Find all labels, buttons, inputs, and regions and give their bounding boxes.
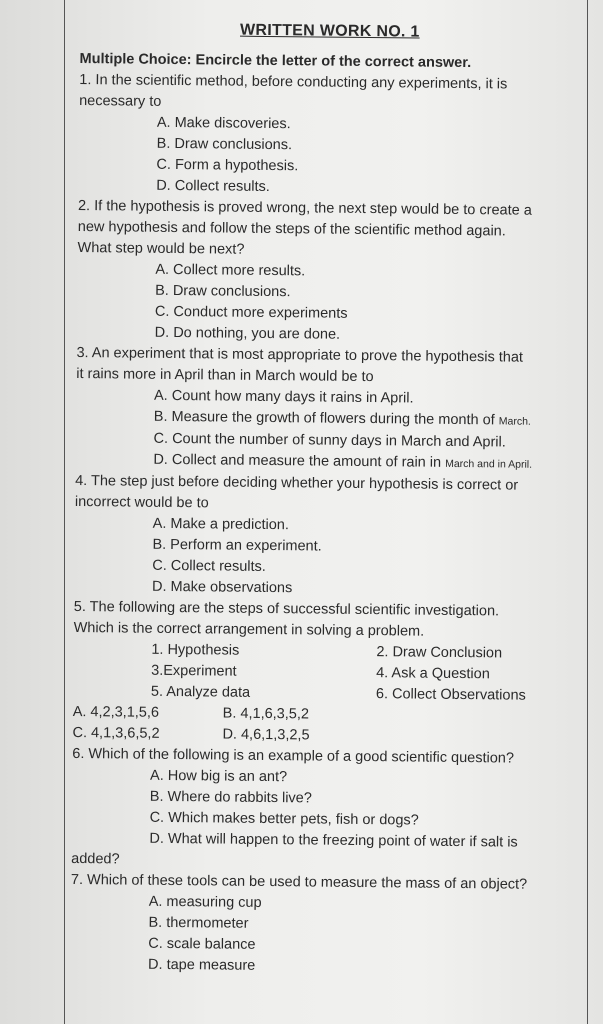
question-1 (78, 70, 579, 201)
question-1-option-b[interactable]: B. Draw conclusions. (156, 135, 293, 154)
question-1-option-d[interactable]: D. Collect results. (156, 177, 270, 195)
question-4-option-d[interactable]: D. Make observations (151, 578, 293, 597)
question-2-option-a[interactable]: A. Collect more results. (155, 261, 306, 280)
question-3-option-b-text: B. Measure the growth of flowers during the month of (153, 408, 499, 429)
worksheet (70, 18, 580, 980)
question-5-step: 6. Collect Observations (375, 686, 526, 704)
instructions: Multiple Choice: Encircle the letter of the correct answer. (79, 50, 472, 72)
worksheet-title: WRITTEN WORK NO. 1 (239, 21, 420, 41)
question-2-option-c[interactable]: C. Conduct more experiments (154, 303, 348, 322)
question-5 (72, 597, 574, 749)
question-3-option-b-small: March. (498, 415, 531, 428)
question-5-stem: 5. The following are the steps of successful scientific investigation. (73, 598, 500, 620)
question-6 (71, 744, 572, 875)
question-2-stem: What step would be next? (77, 239, 245, 258)
question-5-option-c[interactable]: C. 4,1,3,6,5,2 (72, 724, 160, 742)
question-3-stem: 3. An experiment that is most appropriate to prove the hypothesis that (76, 344, 524, 366)
question-3-option-c[interactable]: C. Count the number of sunny days in March and April. (153, 430, 506, 451)
question-4-stem: incorrect would be to (74, 493, 209, 512)
question-6-option-b[interactable]: B. Where do rabbits live? (149, 788, 312, 807)
question-5-option-d[interactable]: D. 4,6,1,3,2,5 (222, 726, 310, 744)
question-4-option-c[interactable]: C. Collect results. (152, 557, 266, 575)
question-2-stem: 2. If the hypothesis is proved wrong, the next step would be to create a (77, 197, 532, 219)
question-2-option-d[interactable]: D. Do nothing, you are done. (154, 324, 341, 343)
question-3 (75, 343, 576, 476)
question-7-option-b[interactable]: B. thermometer (148, 914, 249, 932)
question-4-option-b[interactable]: B. Perform an experiment. (152, 536, 322, 555)
question-5-step: 5. Analyze data (150, 683, 251, 701)
question-3-stem: it rains more in April than in March would be to (76, 365, 374, 386)
question-3-option-a[interactable]: A. Count how many days it rains in April. (153, 387, 414, 407)
question-7-option-a[interactable]: A. measuring cup (148, 893, 262, 911)
question-6-option-a[interactable]: A. How big is an ant? (149, 767, 288, 786)
question-4 (74, 471, 575, 602)
question-2 (77, 196, 579, 348)
question-6-option-c[interactable]: C. Which makes better pets, fish or dogs? (149, 809, 419, 829)
question-7-stem: 7. Which of these tools can be used to measure the mass of an object? (70, 871, 528, 893)
question-4-stem: 4. The step just before deciding whether your hypothesis is correct or (75, 472, 519, 494)
question-6-option-d[interactable]: D. What will happen to the freezing point of water if salt is (149, 830, 518, 851)
question-7 (70, 870, 571, 980)
question-2-option-b[interactable]: B. Draw conclusions. (155, 282, 291, 301)
question-1-option-c[interactable]: C. Form a hypothesis. (156, 156, 299, 175)
question-3-option-d-text: D. Collect and measure the amount of rain in (153, 451, 446, 471)
question-3-option-d-small: March and in April. (445, 457, 533, 471)
question-2-stem: new hypothesis and follow the steps of the scientific method again. (77, 218, 506, 240)
question-5-step: 1. Hypothesis (151, 641, 240, 659)
question-5-step: 4. Ask a Question (376, 665, 490, 683)
question-1-option-a[interactable]: A. Make discoveries. (156, 114, 291, 133)
question-5-step: 3.Experiment (151, 662, 237, 680)
question-5-option-a[interactable]: A. 4,2,3,1,5,6 (72, 703, 160, 721)
question-5-option-b[interactable]: B. 4,1,6,3,5,2 (222, 705, 310, 723)
question-1-stem: necessary to (79, 92, 162, 110)
question-1-stem: 1. In the scientific method, before conducting any experiments, it is (79, 71, 508, 93)
question-4-option-a[interactable]: A. Make a prediction. (152, 515, 290, 534)
question-7-option-d[interactable]: D. tape measure (148, 956, 256, 974)
question-7-option-c[interactable]: C. scale balance (148, 935, 256, 953)
question-6-option-d-tail: added? (71, 850, 120, 868)
question-5-step: 2. Draw Conclusion (376, 644, 503, 662)
question-6-stem: 6. Which of the following is an example of a good scientific question? (72, 745, 515, 767)
question-5-stem: Which is the correct arrangement in solving a problem. (73, 619, 425, 640)
